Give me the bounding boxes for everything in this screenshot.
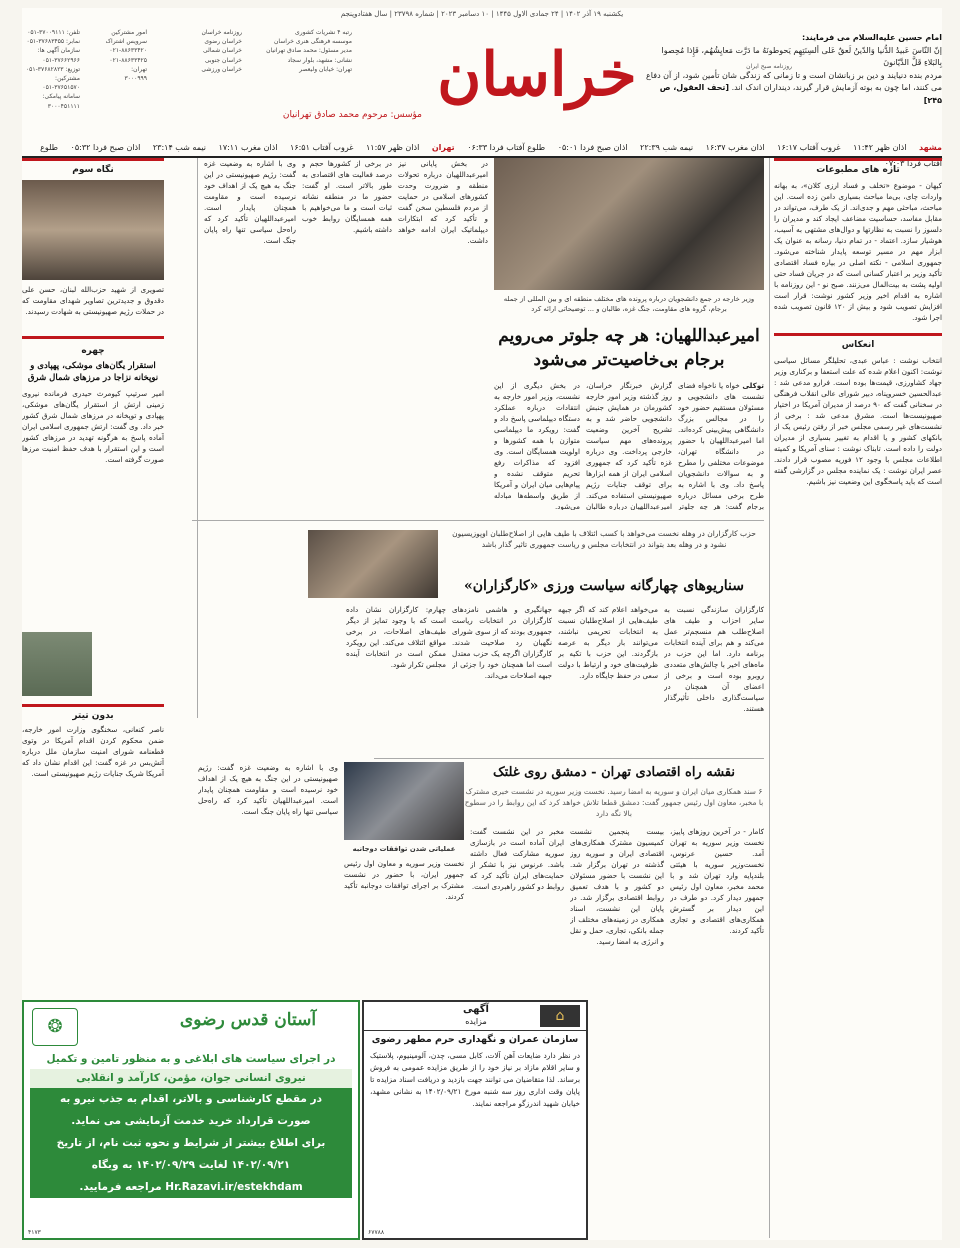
column-divider [769, 158, 770, 1238]
quote-author: امام حسین علیه‌السلام می فرمایند: [801, 33, 942, 42]
dateline: یکشنبه ۱۹ آذر ۱۴۰۲ | ۲۴ جمادی الاول ۱۴۴۵ | ۱۰ دسامبر ۲۰۲۳ | شماره ۲۳۷۹۸ | سال هفتادوپنجم [340, 10, 624, 18]
quote-arabic: إنّ النّاسَ عَبيدُ الدُّنيا وَالدّينُ لَعقٌ عَلى ألسِنَتِهِم يَحوطونَهُ ما دَرَّت مَعايِشُهُم، فَإِذا مُحِصوا بِالبَلاءِ قَلَّ الدَّيّانونَ [661, 45, 942, 67]
auction-body: در نظر دارد ضایعات آهن آلات، کابل مسی، چدن، آلومینیوم، پلاستیک و سایر اقلام مازاد بر نیاز خود را از طریق مزایده عمومی به فروش برساند. لذا متقاضیان می توانند جهت بازدید و دریافت اسناد مزایده تا پایان وقت اداری روز سه شنبه مورخ ۱۴۰۲/۰۹/۲۱ به نشانی مشهد، خیابان شهید اندرزگو مراجعه نمایند. [370, 1051, 580, 1108]
item-photo-body: نخست وزیر سوریه و معاون اول رئیس جمهور ایران، با حضور در نشست مشترک بر اجرای توافقات دوجانبه تأکید کردند. [344, 859, 464, 901]
lead-body-col2: گزارش خبرنگار خراسان، روز گذشته وزیر امور خارجه کشورمان در همایش جنبش دانشجویی حاضر شد و به تشریح آخرین وضعیت پرونده‌های مهم سیاست خارجی پرداخت. وی درباره غزه تأکید کرد که جمهوری اسلامی ایران از همه ابزارها برای توقف جنایات رژیم صهیونیستی استفاده می‌کند. امیرعبداللهیان درباره طالبان [586, 381, 672, 510]
red-rule [22, 336, 164, 339]
article2-photo [308, 530, 438, 598]
auction-code: ۶۷۷۸۸ [368, 1229, 385, 1236]
article2-kicker: حزب کارگزاران در وهله نخست می‌خواهد با کسب ائتلاف با طیف هایی از اصلاح‌طلبان اوپوزیسیون نشود و در وهله بعد بتواند در انتخابات مجلس و ریاست جمهوری تاثیر گذار باشد [452, 529, 756, 549]
section-rule [192, 520, 764, 521]
lead-photo [494, 158, 764, 290]
ad-astan-quds: آستان قدس رضوی ❂ در اجرای سیاست های ابلاغی و به منظور تامین و تکمیل نیروی انسانی جوان، مؤمن، کارآمد و انقلابی در مقطع کارشناسی و بالاتر، اقدام به جذب نیرو به صورت قرارداد خرید خدمت آزمایشی می نماید. برای اطلاع بیشتر از شرایط و نحوه ثبت نام، از تاریخ ۱۴۰۲/۰۹/۲۱ لغایت ۱۴۰۲/۰۹/۲۹ به وبگاه Hr.Razavi.ir/estekhdam مراجعه فرمایید. ۴۱۷۳ [22, 1000, 360, 1240]
section-rule-2 [374, 758, 764, 759]
prayer-city-tehran: تهران [431, 143, 455, 152]
logo-subtitle: روزنامه صبح ایران [746, 63, 792, 70]
lead-body-col3: در بخش دیگری از این نشست، وزیر امور خارجه به انتقادات درباره عملکرد دستگاه دیپلماسی پاسخ داد و گفت: رویکرد ما دیپلماسی متوازن با همه کشورها و اولویت همسایگان است. وی افزود که مذاکرات رفع تحریم متوقف نشده و پیام‌هایی میان ایران و آمریکا از طریق واسطه‌ها مبادله می‌شود. [494, 381, 580, 510]
quote-persian: مردم بنده دنیایند و دین بر زبانشان است و تا زمانی که زندگی شان تأمین شود، از آن دفاع می کنند، اما چون به بوته آزمایش قرار گیرند، دینداران اندک اند. [646, 70, 942, 92]
lead-kicker: توکلی [742, 381, 764, 390]
ad-main-code: ۴۱۷۳ [28, 1229, 41, 1236]
lead-caption: وزیر خارجه در جمع دانشجویان درباره پرونده های مختلف منطقه ای و بین المللی از جمله برجام، گروه های مقاومت، جنگ غزه، طالبان و ... توضیحاتی ارائه کرد [503, 295, 755, 313]
info-block-left: تلفن: ۳۷۰۰۹۱۱۱-۰۵۱ نمابر: ۳۷۶۸۳۴۵۵-۰۵۱ سازمان آگهی ها: ۳۷۶۶۲۹۶۶-۰۵۱ توزیع: ۳۷۶۸۲۸۲۳-۰۵۱ مشترکین: ۳۷۶۵۱۵۷۰-۰۵۱ سامانه پیامکی: ۳۰۰۰۴۵۱۱۱۱ [25, 29, 80, 110]
ad-main-title: آستان قدس رضوی [179, 1010, 317, 1030]
press-body: کیهان - موضوع «تخلف و فساد ارزی کلان»، به بهانه واردات چای، بی‌ما مباحث بسیاری دامن زده است. این مباحث، مباحثی مهم و جدی‌اند. از یک طرف، می‌تواند در مقابل مفاسد، حساسیت مضاعف ایجاد کند و مدیران را دلسوز را نسبت به نظارتها و دوال‌های مشتهی به آسیب، هوشیار سازد. اعتماد - در تمام دنیا، رسانه به عنوان یک ابزار مهم در مسیر توسعه پایدار شناخته می‌شود. جمهوری اسلامی - نکته اصلی در بیاره فساد اقتصادی تأکید وزیر بر اعتبار کسانی است که در جریان فساد حتی اولیه پشت به بیت‌المال می‌زنند. صبح نو - این روزنامه با اشاره به اقدام اخیر وزیر کشور نوشت: قرار است افزایش تصویب شود و بیش از ۱۲۰ قانون تصویب شده اجرا شود. [774, 181, 942, 322]
info-block-mid: رتبه ۴ نشریات کشوری موسسه فرهنگی هنری خراسان مدیر مسئول: محمد صادق تهرانیان نشانی: مشهد، بلوار سجاد تهران: خیابان ولیعصر [266, 29, 352, 73]
tidbits-title: انعکاس [774, 333, 942, 351]
article2-body4: چهارم: کارگزاران نشان داده است که با وجود تمایز از دیگر طیف‌های اصلاحات، در برخی مواقع ائتلاف می‌کند. این رویکرد ممکن است در انتخابات آینده مجلس تکرار شود. [346, 605, 446, 669]
auction-org: سازمان عمران و نگهداری حرم مطهر رضوی [371, 1034, 579, 1045]
article3-photo [344, 762, 464, 840]
article3-body1: کامار - در آخرین روزهای پاییز، نخست وزیر سوریه به تهران آمد. حسین عرنوس، نخست‌وزیر سوریه با هیئتی بلندپایه وارد تهران شد و با محمد مخبر، معاون اول رئیس جمهور دیدار کرد. دو طرف در این دیدار بر گسترش همکاری‌های اقتصادی و تجاری تأکید کردند. [670, 827, 764, 935]
astan-quds-logo-icon: ❂ [32, 1008, 78, 1046]
news-red-title: چهره [81, 346, 105, 356]
auction-sub: مزایده [465, 1017, 487, 1026]
prayer-times-bar: مشهد اذان ظهر ۱۱:۴۲ غروب آفتاب ۱۶:۱۷ اذان مغرب ۱۶:۳۷ نیمه شب ۲۲:۳۹ اذان صبح فردا ۰۵:۰۱ طلوع آفتاب فردا ۰۶:۳۳ تهران اذان ظهر ۱۱:۵۷ غروب آفتاب ۱۶:۵۱ اذان مغرب ۱۷:۱۱ نیمه شب ۲۳:۱۴ اذان صبح فردا ۰۵:۳۲ طلوع آفتاب فردا ۰۷:۰۳ [22, 140, 942, 158]
side-photo-caption: تصویری از شهید حزب‌الله لبنان، حسن علی دقدوق و جدیدترین تصاویر شهدای مقاومت که در حملات رژیم صهیونیستی به شهادت رسیدند. [22, 285, 164, 316]
article3-kicker: ۶ سند همکاری میان ایران و سوریه به امضا رسید. نخست وزیر سوریه در نشست خبری مشترک با مخبر، معاون اول رئیس جمهور گفت: دمشق قطعا تلاش خواهد کرد که این روابط را در سطوح بالا نگه دارد [464, 787, 764, 818]
side-photo-title: نگاه سوم [22, 158, 164, 175]
auction-logo-icon: ⌂ [540, 1005, 580, 1027]
newspaper-page [22, 8, 942, 1240]
article2-body2: می‌خواهد اعلام کند که اگر جبهه طیف‌هایی از اصلاح‌طلبان نسبت به انتخابات تحریمی نباشند، می‌توانند بار دیگر به عرصه بازگردند. این حزب با تکیه بر ظرفیت‌های خود و ارتباط با دولت سعی در حفظ جایگاه دارد. [558, 605, 658, 680]
lead-body-col4: در بخش پایانی نیز امیرعبداللهیان درباره تحولات منطقه و ضرورت وحدت کشورهای اسلامی در حمایت از مردم فلسطین سخن گفت و تأکید کرد که ابتکارات دیپلماتیک ایران ادامه خواهد داشت. [398, 159, 488, 245]
tidbits-body: انتخاب نوشت : عباس عبدی، تحلیلگر مسائل سیاسی نوشت: اکنون اعلام شده که علت استعفا و برکناری وزیر جهاد کشاورزی، قیمت‌ها بوده است. فرارو مدعی شد : عبدالحسین خسروپناه، دبیر شورای عالی انقلاب فرهنگی در سخنانی گفت که ۹۰ درصد از مدیران آمریکا در اختیار صهیونیست‌ها است. مشرق مدعی شد : برخی از نشست‌های غیر رسمی مجلس خبر از رفتن رئیس یک از بانکهای کشور و یا اقدام به تغییر بسیاری از مدیران دولت را داده است. تابناک نوشت : سنای آمریکا و کمیته اطلاعات مجلس با وجود ۱۲ فوریه مصوب قرار دادند. عصر ایران نوشت : یک نماینده مجلس در گزارشی گفته است که باید پاسخگوی این وضعیت نیز باشیم. [774, 356, 942, 486]
lead-headline: امیرعبداللهیان: هر چه جلوتر می‌رویم برجام بی‌خاصیت‌تر می‌شود [498, 326, 760, 370]
hadith-quote [642, 32, 942, 107]
news-red-body: امیر سرتیپ کیومرث حیدری فرمانده نیروی زمینی ارتش از استقرار یگان‌های موشکی، پهپادی و توپخانه در مرزهای شمال شرق کشور خبر داد. وی گفت: ارتش جمهوری اسلامی ایران آماده پاسخ به هرگونه تهدید در مرزهای کشور است و این استقرار با هدف حفظ امنیت مرزها صورت گرفته است. [22, 389, 164, 464]
masthead [22, 22, 942, 168]
article3-body3: مخبر در این نشست گفت: ایران آماده است در بازسازی سوریه مشارکت فعال داشته باشد. عرنوس نیز با تشکر از حمایت‌های ایران تأکید کرد که روابط دو کشور راهبردی است. [470, 827, 564, 891]
news-red-headline: استقرار یگان‌های موشکی، پهپادی و نوپخانه نزاجا در مرزهای شمال شرق [27, 361, 159, 383]
column-divider-left [197, 158, 198, 718]
auction-label: آگهی [463, 1004, 489, 1015]
article3-headline: نقشه راه اقتصادی تهران - دمشق روی غلتک [492, 765, 735, 780]
newspaper-logo: خراسان [437, 40, 637, 110]
lead-body-col1: توکلی خواه یا ناخواه فضای نشست های دانشجویی و مسئولان مستقیم حضور خود را در مجالس بزرگ دانشگاهی پیش‌بینی کرده‌اند. اما امیرعبداللهیان با حضور در دانشگاه تهران، موضوعات مختلفی را مطرح و به سوالات دانشجویان پاسخ داد. وی با اشاره به طرح برخی مسائل درباره برجام گفت: هر چه جلوتر [678, 381, 764, 510]
quote-source: [تحف العقول، ص ۲۴۵] [659, 83, 942, 105]
item-photo-caption: عملیاتی شدن توافقات دوجانبه [352, 845, 456, 853]
prayer-city-mashhad: مشهد [919, 143, 942, 152]
article3-body2: بیست پنجمین نشست کمیسیون مشترک همکاری‌های اقتصادی ایران و سوریه روز گذشته در تهران برگزار شد. این نشست با حضور مسئولان دو کشور و با هدف تعمیق روابط اقتصادی برگزار شد. در پایان این نشست، اسناد همکاری در زمینه‌های مختلف از جمله بانکی، تجاری، حمل و نقل و انرژی به امضا رسید. [570, 827, 664, 946]
press-title: تازه های مطبوعات [774, 158, 942, 176]
ad-auction [362, 1000, 588, 1240]
untitled-body: ناصر کنعانی، سخنگوی وزارت امور خارجه، ضمن محکوم کردن اقدام آمریکا در وتوی قطعنامه شورای امنیت سازمان ملل درباره آتش‌بس در غزه گفت: این اقدام نشان داد که آمریکا شریک جنایات رژیم صهیونیستی است. [22, 725, 164, 778]
right-col-continued: وی با اشاره به وضعیت غزه گفت: رژیم صهیونیستی در این جنگ به هیچ یک از اهداف خود نرسیده است و مقاومت همچنان پایدار است. امیرعبداللهیان تأکید کرد که راه‌حل سیاسی تنها راه پایان جنگ است. [198, 763, 338, 816]
info-block-right: روزنامه خراسان خراسان رضوی خراسان شمالی خراسان جنوبی خراسان ورزشی [201, 29, 242, 73]
side-photo [22, 180, 164, 280]
press-column [774, 158, 942, 1238]
article2-body1: کارگزاران سازندگی نسبت به سایر احزاب و طیف های اصلاح‌طلب هم منسجم‌تر عمل می‌کند و هم برای آینده انتخابات برنامه دارد. اما این حزب در ماه‌های اخیر با چالش‌های متعددی روبرو بوده است و برخی از اعضای آن همچنان در سیاست‌گذاری داخلی تأثیرگذار هستند. [664, 605, 764, 713]
right-col-body1: در برخی از کشورها حجم و درصد فعالیت های اقتصادی به طور بالاتر است. او گفت: حضور ما در منطقه نشانه ثبات است و ما می‌خواهیم با همه همسایگان روابط خوب داشته باشیم. [302, 159, 392, 234]
article2-headline: سناریوهای چهارگانه سیاست ورزی «کارگزاران» [463, 578, 745, 594]
founder-tagline: مؤسس: مرحوم محمد صادق تهرانیان [282, 110, 422, 120]
untitled-title: بدون تیتر [22, 704, 164, 721]
right-col-body2: وی با اشاره به وضعیت غزه گفت: رژیم صهیونیستی در این جنگ به هیچ یک از اهداف خود نرسیده است و مقاومت همچنان پایدار است. امیرعبداللهیان تأکید کرد که راه‌حل سیاسی تنها راه پایان جنگ است. [204, 159, 296, 245]
info-block-far: امور مشترکین سرویس اشتراک ۰۲۱-۸۸۶۳۳۴۲۰ ۰۲۱-۸۸۶۳۳۴۲۵ تهران: ۳۰۰۰۹۹۹ [105, 29, 147, 83]
commander-photo [22, 632, 92, 696]
article2-body3: جهانگیری و هاشمی نامزدهای کارگزاران در انتخابات ریاست جمهوری بودند که از سوی شورای نگهبان رد صلاحیت شدند. کارگزاران اگرچه یک حزب معتدل است اما همچنان خود را جزئی از جبهه اصلاحات می‌داند. [452, 605, 552, 680]
